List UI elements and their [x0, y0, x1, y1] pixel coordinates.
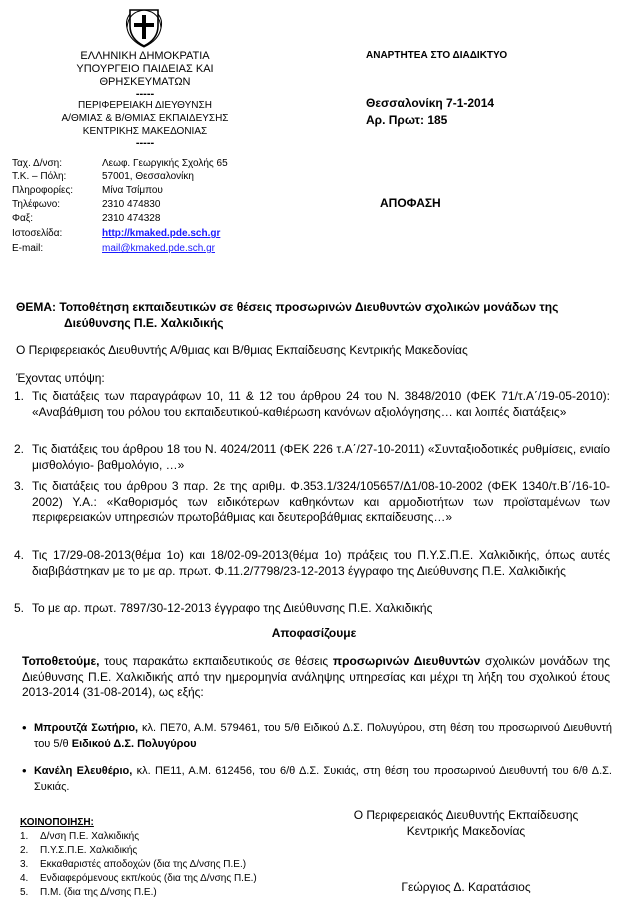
- notify-number: 1.: [20, 831, 29, 842]
- notify-number: 4.: [20, 873, 29, 884]
- notify-number: 3.: [20, 859, 29, 870]
- header-regional-directorate: ΠΕΡΙΦΕΡΕΙΑΚΗ ΔΙΕΥΘΥΝΣΗ: [78, 100, 212, 111]
- contact-value: 2310 474328: [102, 213, 161, 224]
- header-separator: -----: [135, 88, 155, 100]
- contact-label: Ιστοσελίδα:: [12, 228, 63, 239]
- bullet-icon: •: [22, 720, 27, 735]
- subject-line-2: Διεύθυνσης Π.Ε. Χαλκιδικής: [64, 315, 224, 330]
- header-separator: -----: [135, 137, 155, 149]
- notify-text: Εκκαθαριστές αποδοχών (δια της Δ/νσης Π.Ε.): [40, 859, 247, 870]
- teacher-entry: [22, 720, 612, 752]
- notify-item: [20, 872, 257, 885]
- contact-label: Πληροφορίες:: [12, 185, 74, 196]
- decision-heading: Αποφασίζουμε: [271, 626, 357, 640]
- contact-label: Ταχ. Δ/νση:: [12, 158, 63, 169]
- contact-value: Μίνα Τσίμπου: [102, 185, 163, 196]
- signature-block: [318, 808, 614, 839]
- publish-notice: ΑΝΑΡΤΗΤΕΑ ΣΤΟ ΔΙΑΔΙΚΤΥΟ: [366, 50, 508, 61]
- list-number: 1.: [14, 389, 25, 403]
- signature-name: Γεώργιος Δ. Καρατάσιος: [401, 880, 531, 894]
- list-text: Τις 17/29-08-2013(θέμα 1ο) και 18/02-09-2013(θέμα 1ο) πράξεις του Π.Υ.Σ.Π.Ε. Χαλκιδικής, όπως αυτές διαβιβάστηκαν με το με αρ. πρωτ. Φ.11.2/7798/23-12-2013 έγγραφο της Διεύθυνσης Π.Ε. Χαλκιδικής: [32, 548, 610, 578]
- intro-text: Ο Περιφερειακός Διευθυντής Α/θμιας και Β/θμιας Εκπαίδευσης Κεντρικής Μακεδονίας: [16, 343, 468, 357]
- placement-paragraph: [22, 654, 610, 701]
- contact-label: Φαξ:: [12, 213, 34, 224]
- contact-value: 57001, Θεσσαλονίκη: [102, 171, 194, 182]
- decision-title: ΑΠΟΦΑΣΗ: [380, 196, 441, 210]
- list-item: [14, 601, 610, 617]
- notify-text: Δ/νση Π.Ε. Χαλκιδικής: [40, 831, 140, 842]
- placement-text: τους παρακάτω εκπαιδευτικούς σε θέσεις: [99, 654, 333, 668]
- notify-text: Π.Μ. (δια της Δ/νσης Π.Ε.): [40, 887, 157, 898]
- signature-title: Ο Περιφερειακός Διευθυντής Εκπαίδευσης: [353, 808, 579, 822]
- list-item: [14, 548, 610, 579]
- list-number: 5.: [14, 601, 25, 615]
- list-number: 4.: [14, 548, 25, 562]
- email-link[interactable]: mail@kmaked.pde.sch.gr: [102, 243, 215, 254]
- signature-region: Κεντρικής Μακεδονίας: [406, 823, 526, 838]
- contact-label: E-mail:: [12, 243, 44, 254]
- contact-value: 2310 474830: [102, 199, 161, 210]
- list-number: 2.: [14, 442, 25, 456]
- teacher-school: Ειδικού Δ.Σ. Πολυγύρου: [71, 738, 197, 750]
- greek-state-emblem-icon: [124, 6, 164, 48]
- list-text: Τις διατάξεις του άρθρου 18 του Ν. 4024/2011 (ΦΕΚ 226 τ.Α΄/27-10-2011) «Συνταξιοδοτικές ρυθμίσεις, ενιαίο μισθολόγιο- βαθμολόγιο, …»: [32, 442, 610, 472]
- teacher-name: Κανέλη Ελευθέριο,: [34, 765, 133, 777]
- header-region: ΚΕΝΤΡΙΚΗΣ ΜΑΚΕΔΟΝΙΑΣ: [82, 126, 208, 137]
- list-text: Τις διατάξεις των παραγράφων 10, 11 & 12 του άρθρου 24 του Ν. 3848/2010 (ΦΕΚ 71/τ.Α΄/19-05-2010): «Αναβάθμιση του ρόλου του εκπαιδευτικού-καθιέρωση κανόνων αξιολόγησης… και λοιπές διατάξεις»: [32, 389, 610, 419]
- notify-number: 5.: [20, 887, 29, 898]
- contact-label: Τ.Κ. – Πόλη:: [12, 171, 67, 182]
- notify-item: [20, 830, 139, 843]
- notify-title: ΚΟΙΝΟΠΟΙΗΣΗ:: [20, 817, 94, 828]
- header-block: [30, 50, 260, 148]
- notify-number: 2.: [20, 845, 29, 856]
- teacher-details: κλ. ΠΕ70, Α.Μ. 579461, του 5/θ Ειδικού Δ.Σ. Πολυγύρου, στη θέση του προσωρινού Διευθυντή του 5/θ: [34, 722, 612, 750]
- bullet-icon: •: [22, 763, 27, 778]
- contact-value: Λεωφ. Γεωργικής Σχολής 65: [102, 158, 228, 169]
- teacher-name: Μπρουτζά Σωτήριο,: [34, 722, 139, 734]
- notify-item: [20, 844, 137, 857]
- header-republic: ΕΛΛΗΝΙΚΗ ΔΗΜΟΚΡΑΤΙΑ: [80, 50, 210, 62]
- list-text: Τις διατάξεις του άρθρου 3 παρ. 2ε της αριθμ. Φ.353.1/324/105657/Δ1/08-10-2002 (ΦΕΚ 1340/τ.Β΄/16-10-2002) Υ.Α.: «Καθορισμός των ειδικότερων καθηκόντων και αρμοδιοτήτων των προϊσταμένων των περιφερειακών υπηρεσιών πρωτοβάθμιας και δευτεροβάθμιας εκπαίδευσης…»: [32, 479, 610, 524]
- list-item: [14, 479, 610, 526]
- website-link[interactable]: http://kmaked.pde.sch.gr: [102, 228, 221, 239]
- subject-line-1: Τοποθέτηση εκπαιδευτικών σε θέσεις προσωρινών Διευθυντών σχολικών μονάδων της: [59, 300, 559, 314]
- considering-heading: Έχοντας υπόψη:: [16, 371, 105, 385]
- header-education-level: Α/ΘΜΙΑΣ & Β/ΘΜΙΑΣ ΕΚΠΑΙΔΕΥΣΗΣ: [61, 113, 229, 124]
- placement-text-rest: σχολικών μονάδων της Διεύθυνσης Π.Ε. Χαλκιδικής από την ημερομηνία ανάληψης υπηρεσίας και μέχρι τη λήξη του σχολικού έτους 2013-2014 (31-08-2014), ως εξής:: [22, 654, 610, 699]
- subject: [16, 300, 616, 331]
- header-ministry: ΥΠΟΥΡΓΕΙΟ ΠΑΙΔΕΙΑΣ ΚΑΙ ΘΡΗΣΚΕΥΜΑΤΩΝ: [76, 63, 214, 88]
- contact-label: Τηλέφωνο:: [12, 199, 61, 210]
- list-number: 3.: [14, 479, 25, 493]
- teacher-details: κλ. ΠΕ11, Α.Μ. 612456, του 6/θ Δ.Σ. Συκιάς, στη θέση του προσωρινού Διευθυντή του 6/θ Δ.Σ. Συκιάς.: [34, 765, 612, 793]
- list-item: [14, 389, 610, 420]
- notify-item: [20, 886, 157, 899]
- subject-label: ΘΕΜΑ:: [16, 300, 60, 314]
- placement-position: προσωρινών Διευθυντών: [332, 654, 481, 668]
- protocol-number: Αρ. Πρωτ: 185: [366, 113, 448, 127]
- list-text: Το με αρ. πρωτ. 7897/30-12-2013 έγγραφο της Διεύθυνσης Π.Ε. Χαλκιδικής: [32, 601, 433, 615]
- list-item: [14, 442, 610, 473]
- teacher-entry: [22, 763, 612, 795]
- notify-item: [20, 858, 246, 871]
- notify-text: Ενδιαφερόμενους εκπ/κούς (δια της Δ/νσης Π.Ε.): [40, 873, 257, 884]
- notify-text: Π.Υ.Σ.Π.Ε. Χαλκιδικής: [40, 845, 138, 856]
- placement-verb: Τοποθετούμε,: [22, 654, 100, 668]
- place-date: Θεσσαλονίκη 7-1-2014: [366, 96, 495, 110]
